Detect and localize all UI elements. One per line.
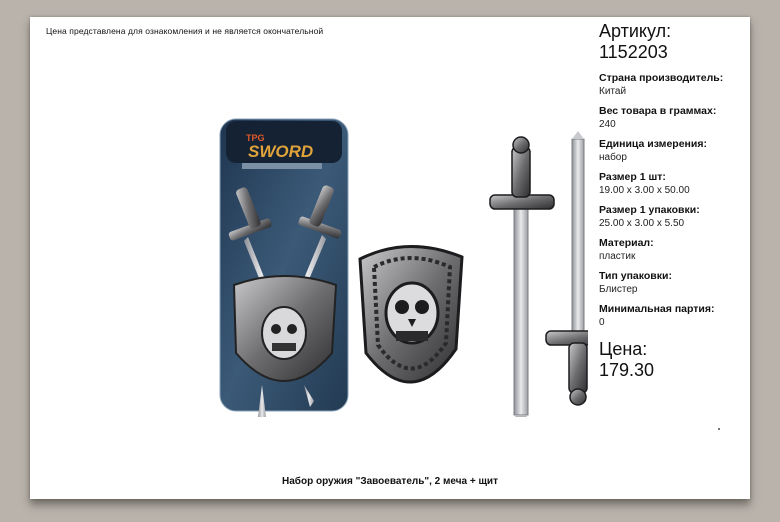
spec-value: пластик [599, 251, 636, 262]
spec-label: Размер 1 упаковки: [599, 204, 700, 216]
spec-label: Вес товара в граммах: [599, 105, 717, 117]
spec-package-size [599, 204, 749, 230]
package-badge: TPG [246, 133, 265, 143]
shield [360, 246, 462, 382]
spec-unit [599, 138, 749, 164]
spec-label: Материал: [599, 237, 654, 249]
spec-label: Минимальная партия: [599, 303, 715, 315]
price-label: Цена: [599, 339, 648, 359]
blister-package [220, 119, 348, 417]
spec-material [599, 237, 749, 263]
article-number: 1152203 [599, 42, 668, 62]
article-label: Артикул: [599, 21, 672, 41]
price-value: 179.30 [599, 360, 655, 380]
spec-label: Страна производитель: [599, 72, 724, 84]
spec-value: 240 [599, 119, 616, 130]
spec-value: 19.00 x 3.00 x 50.00 [599, 185, 690, 196]
package-logo: SWORD [248, 142, 314, 161]
product-caption: Набор оружия "Завоеватель", 2 меча + щит [282, 476, 498, 487]
sword-long [490, 137, 554, 417]
product-info [599, 21, 749, 381]
spec-value: Китай [599, 86, 627, 97]
spec-country [599, 72, 749, 98]
price-block [599, 339, 749, 381]
spec-list [599, 72, 749, 329]
price-disclaimer: Цена представлена для ознакомления и не является окончательной [46, 26, 324, 36]
spec-value: Блистер [599, 284, 638, 295]
spec-item-size [599, 171, 749, 197]
stray-dot [718, 428, 720, 430]
spec-value: 25.00 x 3.00 x 5.50 [599, 218, 685, 229]
sword-inverted [546, 131, 588, 405]
spec-weight [599, 105, 749, 131]
spec-min-order [599, 303, 749, 329]
spec-package-type [599, 270, 749, 296]
spec-value: набор [599, 152, 627, 163]
spec-value: 0 [599, 317, 605, 328]
spec-label: Единица измерения: [599, 138, 707, 150]
product-photo [218, 117, 588, 417]
product-sheet [30, 17, 750, 499]
spec-label: Тип упаковки: [599, 270, 672, 282]
spec-label: Размер 1 шт: [599, 171, 666, 183]
